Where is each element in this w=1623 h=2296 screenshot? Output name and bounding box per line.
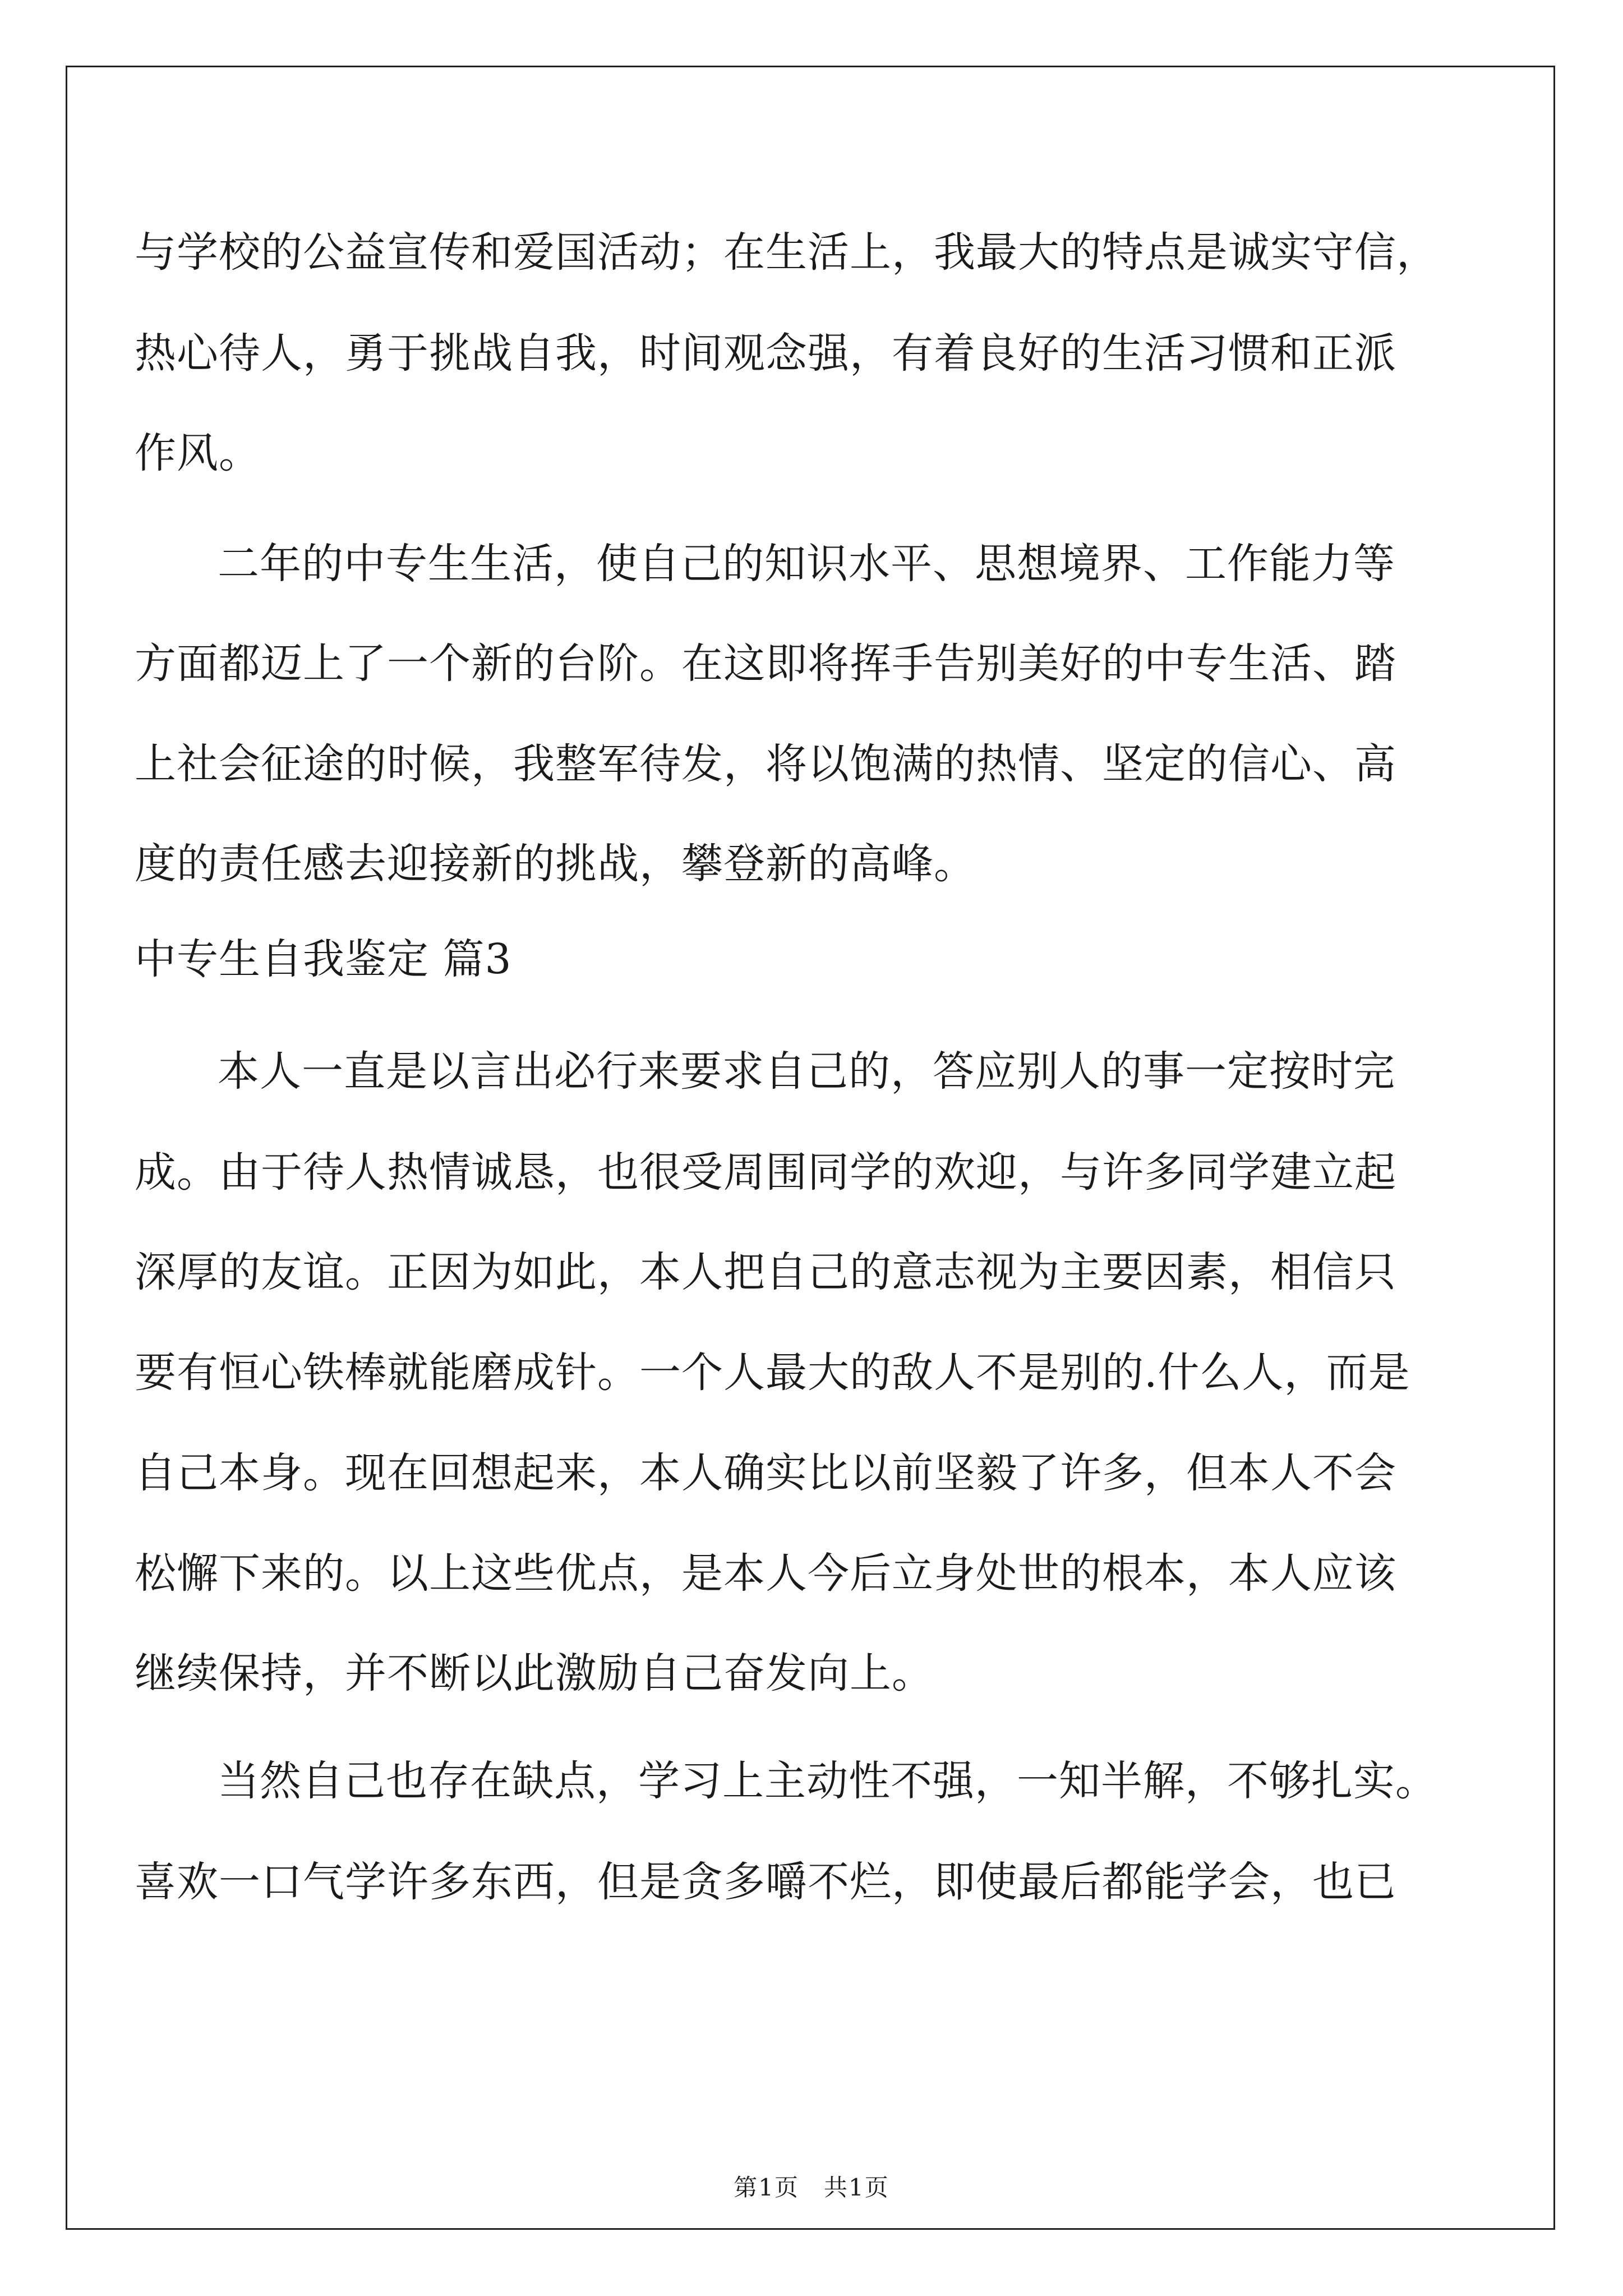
section-heading: 中专生自我鉴定 篇3 xyxy=(135,935,512,983)
paragraph-line: 作风。 xyxy=(135,429,261,477)
paragraph-line: 自己本身。现在回想起来，本人确实比以前坚毅了许多，但本人不会 xyxy=(135,1449,1396,1497)
paragraph-line: 继续保持，并不断以此激励自己奋发向上。 xyxy=(135,1649,934,1697)
paragraph-line: 深厚的友谊。正因为如此，本人把自己的意志视为主要因素，相信只 xyxy=(135,1248,1396,1296)
paragraph-line: 成。由于待人热情诚恳，也很受周围同学的欢迎，与许多同学建立起 xyxy=(135,1148,1396,1197)
paragraph-line: 度的责任感去迎接新的挑战，攀登新的高峰。 xyxy=(135,840,976,888)
paragraph-line: 要有恒心铁棒就能磨成针。一个人最大的敌人不是别的.什么人，而是 xyxy=(135,1349,1410,1397)
paragraph-line: 松懈下来的。以上这些优点，是本人今后立身处世的根本，本人应该 xyxy=(135,1549,1396,1598)
paragraph-line: 喜欢一口气学许多东西，但是贪多嚼不烂，即使最后都能学会，也已 xyxy=(135,1858,1396,1906)
paragraph-line: 上社会征途的时候，我整军待发，将以饱满的热情、坚定的信心、高 xyxy=(135,740,1396,788)
paragraph-line: 二年的中专生生活，使自己的知识水平、思想境界、工作能力等 xyxy=(218,540,1395,588)
paragraph-line: 热心待人，勇于挑战自我，时间观念强，有着良好的生活习惯和正派 xyxy=(135,329,1396,378)
paragraph-line: 本人一直是以言出必行来要求自己的，答应别人的事一定按时完 xyxy=(218,1047,1395,1096)
paragraph-line: 与学校的公益宣传和爱国活动；在生活上，我最大的特点是诚实守信， xyxy=(135,228,1438,277)
paragraph-line: 方面都迈上了一个新的台阶。在这即将挥手告别美好的中专生活、踏 xyxy=(135,639,1396,688)
page-number-footer: 第1页 共1页 xyxy=(734,2174,889,2201)
paragraph-line: 当然自己也存在缺点，学习上主动性不强，一知半解，不够扎实。 xyxy=(218,1757,1437,1805)
